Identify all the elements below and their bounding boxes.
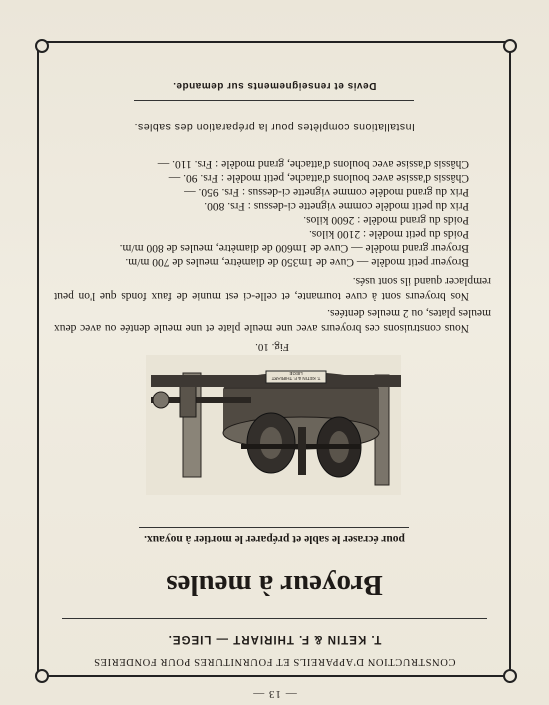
header-rule bbox=[62, 618, 487, 619]
frame-corner-ornament bbox=[503, 39, 517, 53]
spec-line-prix-petit: Prix du petit modèle comme vignette ci-dessus : Frs. 800. bbox=[204, 200, 469, 212]
subtitle-rule bbox=[139, 527, 409, 528]
header-line-1: CONSTRUCTION D'APPAREILS ET FOURNITURES POUR FONDERIES bbox=[93, 656, 456, 667]
spec-line-chassis-petit: Châssis d'assise avec boulons d'attache, petit modèle : Frs. 90. — bbox=[168, 172, 469, 184]
page-title: Broyeur à meules bbox=[166, 569, 383, 601]
frame-corner-ornament bbox=[35, 669, 49, 683]
spec-line-petit-broyeur: Broyeur petit modèle — Cuve de 1m350 de diamètre, meules de 700 m/m. bbox=[125, 256, 469, 268]
figure-caption: Fig. 10. bbox=[255, 341, 289, 353]
spec-line-poids-grand: Poids du grand modèle : 2600 kilos. bbox=[303, 214, 469, 226]
description-paragraph-2: Nos broyeurs sont à cuve tournante, et celle-ci est munie de faux fonds que l'on peut remplacer quand ils sont usés. bbox=[54, 275, 491, 302]
frame-corner-ornament bbox=[503, 669, 517, 683]
machine-nameplate: T. KETIN & F. THIRIART LIEGE bbox=[271, 371, 321, 381]
page-number: — 13 — bbox=[252, 688, 297, 700]
description-paragraph-1: Nous construisons ces broyeurs avec une meule plate et une meule dentée ou avec deux meules plates, ou 2 meules dentées. bbox=[54, 307, 491, 334]
devis-note: Devis et renseignements sur demande. bbox=[172, 80, 377, 91]
spec-line-grand-broyeur: Broyeur grand modèle — Cuve de 1m600 de diamètre, meules de 800 m/m. bbox=[119, 242, 469, 254]
installations-note: Installations complètes pour la préparation des sables. bbox=[134, 121, 415, 133]
machine-illustration bbox=[146, 355, 401, 495]
spec-line-poids-petit: Poids du petit modèle : 2100 kilos. bbox=[308, 228, 469, 240]
footer-rule bbox=[134, 100, 414, 101]
page-subtitle: pour écraser le sable et préparer le mortier à noyaux. bbox=[144, 533, 405, 545]
frame-corner-ornament bbox=[35, 39, 49, 53]
header-line-2: T. KETIN & F. THIRIART — LIEGE. bbox=[167, 633, 382, 645]
spec-line-prix-grand: Prix du grand modèle comme vignette ci-dessus : Frs. 950. — bbox=[184, 186, 469, 198]
spec-line-chassis-grand: Châssis d'assise avec boulons d'attache, grand modèle : Frs. 110. — bbox=[157, 158, 469, 170]
